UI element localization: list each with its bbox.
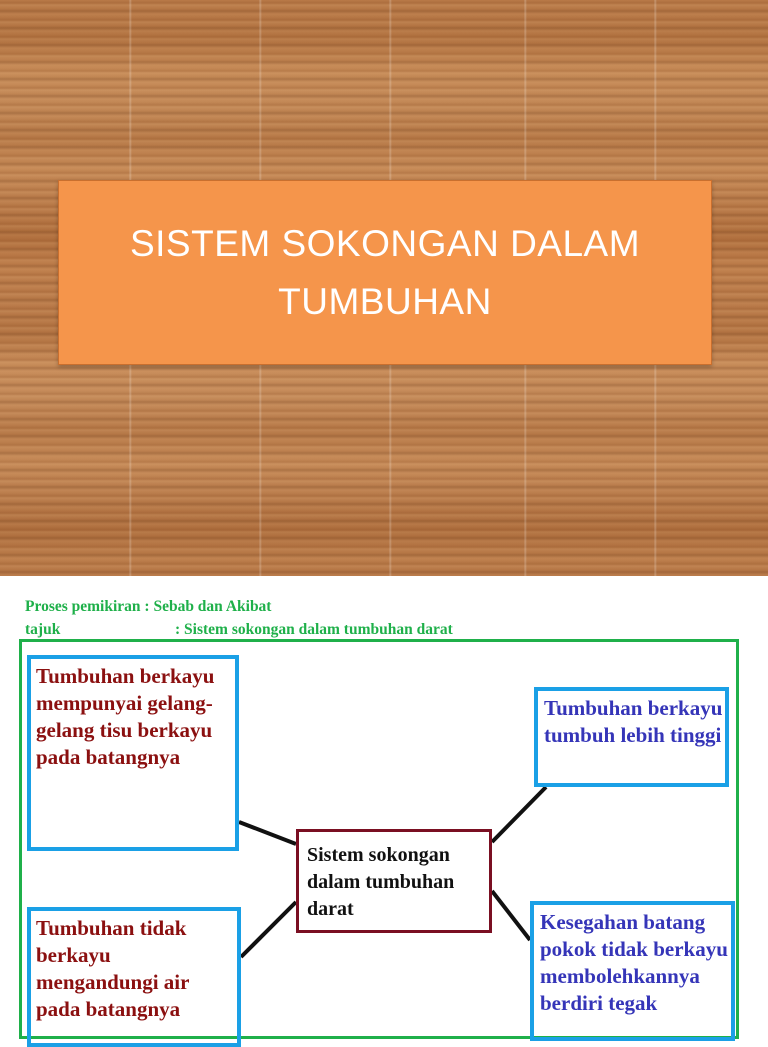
cause-effect-map <box>0 576 768 1024</box>
connector-cause2 <box>241 902 296 957</box>
topic-label: tajuk <box>25 621 61 638</box>
connector-cause1 <box>239 822 296 844</box>
title-box <box>58 180 712 365</box>
cause-box-1: Tumbuhan berkayu mempunyai gelang-gelang tisu berkayu pada batangnya <box>27 655 239 851</box>
connector-effect1 <box>492 787 546 842</box>
center-topic-box: Sistem sokongan dalam tumbuhan darat <box>296 829 492 933</box>
process-heading: Proses pemikiran : Sebab dan Akibat <box>25 598 272 615</box>
cause-box-2: Tumbuhan tidak berkayu mengandungi air pada batangnya <box>27 907 241 1047</box>
effect-box-1: Tumbuhan berkayu tumbuh lebih tinggi <box>534 687 729 787</box>
topic-value: : Sistem sokongan dalam tumbuhan darat <box>175 621 453 638</box>
slide-title: SISTEM SOKONGAN DALAM TUMBUHAN <box>129 222 641 322</box>
effect-box-2: Kesegahan batang pokok tidak berkayu membolehkannya berdiri tegak <box>530 901 735 1041</box>
connector-effect2 <box>492 891 530 940</box>
